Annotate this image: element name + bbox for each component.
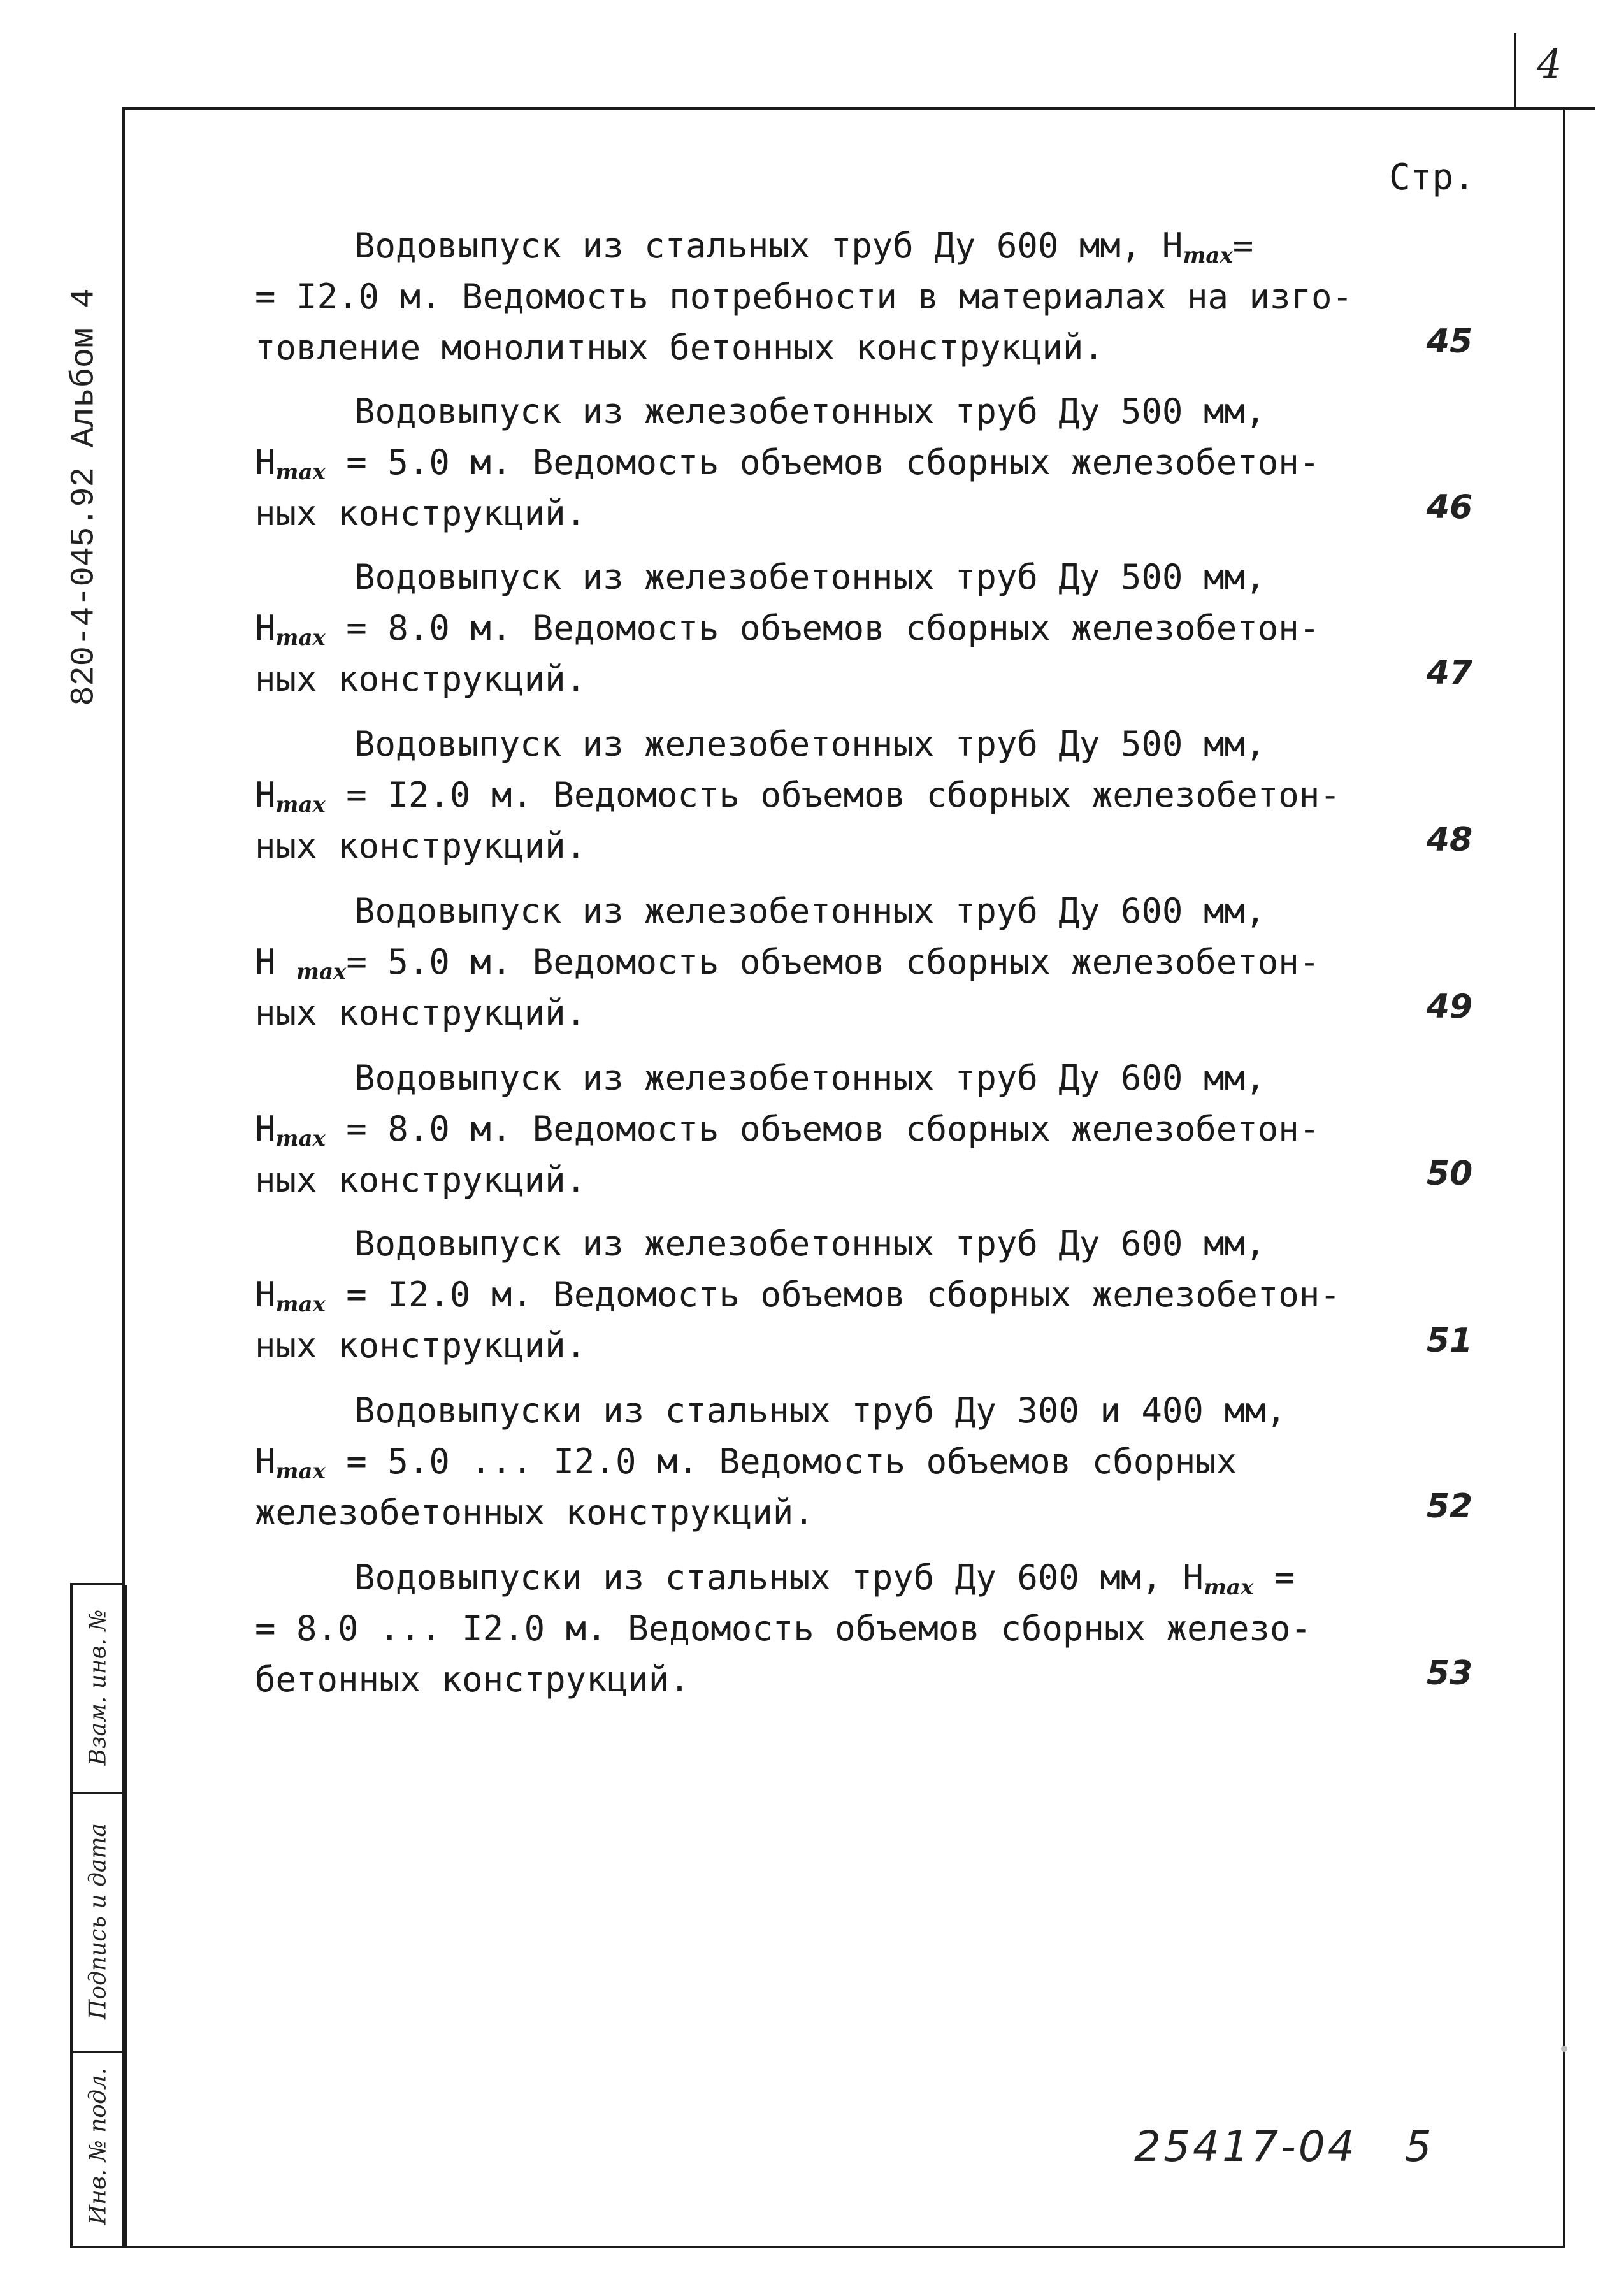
entry-page-number: 49 xyxy=(1426,988,1473,1026)
entry-page-number: 52 xyxy=(1426,1487,1473,1526)
side-stamp-divider xyxy=(125,1585,127,2248)
contents-entry: Водовыпуски из стальных труб Ду 300 и 400 мм, $Н_{max} = 5.0$ ... I2.0 м. Ведомость объемов сборных железобетонных конструкций. xyxy=(255,1390,1286,1533)
contents-entry: Водовыпуск из железобетонных труб Ду 600 мм, Н $_{max}$= 5.0 м. Ведомость объемов сборных железобетон- ных конструкций. xyxy=(255,891,1320,1033)
frame-right-border xyxy=(1563,107,1565,2248)
frame-top-border xyxy=(122,107,1595,110)
side-stamp-table: Взам. инв. № Подпись и дата Инв. № подл. xyxy=(70,1583,122,2246)
entry-page-number: 48 xyxy=(1426,821,1473,859)
scan-artifact xyxy=(1561,2046,1567,2052)
contents-entry: Водовыпуск из железобетонных труб Ду 600 мм, $Н_{max} = I2.0$ м. Ведомость объемов сборных железобетон- ных конструкций. xyxy=(255,1224,1341,1366)
sheet-number-divider xyxy=(1514,33,1516,110)
contents-entry: Водовыпуски из стальных труб Ду 600 мм, $Н_{max}$ = = 8.0 ... I2.0 м. Ведомость объемов сборных железо- бетонных конструкций. xyxy=(255,1557,1312,1700)
side-stamp-row-separator xyxy=(73,2051,125,2053)
entry-page-number: 47 xyxy=(1426,654,1473,692)
frame-bottom-border xyxy=(70,2246,1565,2248)
entry-page-number: 51 xyxy=(1426,1322,1473,1360)
side-stamp-row-separator xyxy=(73,1792,125,1794)
contents-entry: Водовыпуск из железобетонных труб Ду 500 мм, $Н_{max} = 5.0$ м. Ведомость объемов сборных железобетон- ных конструкций. xyxy=(255,391,1320,533)
side-document-code-text: 820-4-045.92 Альбом 4 xyxy=(65,288,103,706)
contents-entry: Водовыпуск из железобетонных труб Ду 500 мм, $Н_{max} = I2.0$ м. Ведомость объемов сборных железобетон- ных конструкций. xyxy=(255,724,1341,866)
entry-page-number: 53 xyxy=(1426,1654,1473,1693)
footer-code: 25417-04 xyxy=(1134,2122,1357,2171)
entry-page-number: 50 xyxy=(1426,1155,1473,1193)
sheet-number: 4 xyxy=(1537,41,1562,87)
entry-page-number: 46 xyxy=(1426,488,1473,526)
footer-document-code xyxy=(1134,2122,1434,2171)
entry-page-number: 45 xyxy=(1426,322,1473,361)
contents-entry: Водовыпуск из железобетонных труб Ду 500 мм, $Н_{max} = 8.0$ м. Ведомость объемов сборных железобетон- ных конструкций. xyxy=(255,557,1320,699)
page-column-header: Стр. xyxy=(1389,157,1475,198)
contents-entry: Водовыпуск из стальных труб Ду 600 мм, $Н_{max}=$ = I2.0 м. Ведомость потребности в материалах на изго- товление монолитных бетонных конструкций. xyxy=(255,226,1353,368)
footer-sheet: 5 xyxy=(1404,2122,1434,2171)
contents-entry: Водовыпуск из железобетонных труб Ду 600 мм, $Н_{max} = 8.0$ м. Ведомость объемов сборных железобетон- ных конструкций. xyxy=(255,1058,1320,1200)
